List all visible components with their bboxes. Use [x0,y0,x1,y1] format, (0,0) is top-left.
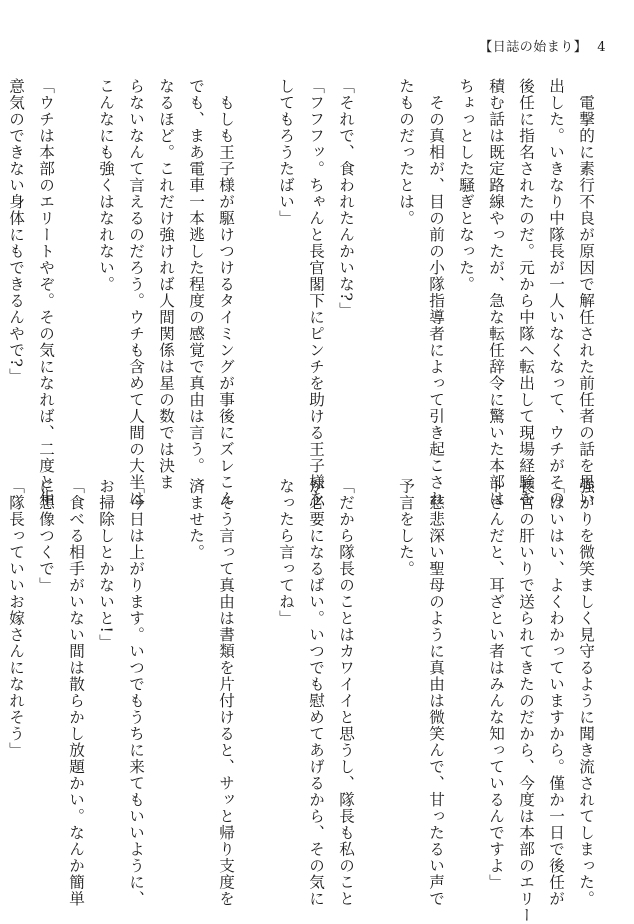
text-line: 長官の肝いりで送られてきたのだから、今度は本部のエリー [517,478,535,924]
text-line: 「フフフッ。ちゃんと長官閣下にピンチを助ける王子様を [307,78,325,507]
text-line: 後任に指名されたのだ。元から中隊へ転出して現場経験を [517,78,535,507]
text-line: もしも王子様が駆けつけるタイミングが事後にズレこん [217,78,235,507]
text-line: してもろうたばい」 [277,78,295,227]
text-line [451,478,481,830]
text-line: 強がりを微笑ましく見守るように聞き流されてしまった。 [577,478,595,907]
text-line [0,478,1,830]
text-line: 「食べる相手がいない間は散らかし放題かい。なんか簡単 [67,478,85,907]
text-line: お掃除しとかないと!」 [97,478,115,651]
text-line: 積む話は既定路線やったが、急な転任辞令に驚いた本部は [487,78,505,507]
text-line: 「今日は上がります。いつでもうちに来てもいいように、 [127,478,145,907]
text-line: 「だから隊長のことはカワイイと思うし、隊長も私のこと [337,478,355,907]
text-line: 慈悲深い聖母のように真由は微笑んで、甘ったるい声で [427,478,445,907]
text-line [241,78,271,450]
text-line: でも、まあ電車一本逃した程度の感覚で真由は言う。 [187,78,205,474]
text-line: 済ませた。 [187,478,205,561]
text-line: 電撃的に素行不良が原因で解任された前任者の話を思い [577,78,595,507]
text-line: 「隊長っていいお嫁さんになれそう」 [7,478,25,759]
text-line: 「はいはい、よくわかっていますから。僅か一日で後任が [547,478,565,907]
text-line [151,478,181,830]
text-line [361,78,391,450]
text-line: 「ウチは本部のエリートやぞ。その気になれば、二度と生 [37,78,55,507]
text-line: たものだったとは。 [397,78,415,227]
text-line [361,478,391,830]
text-line: 予言をした。 [397,478,415,577]
text-line: トさんだと、耳ざとい者はみんな知っているんですよ」 [487,478,505,891]
page-number: 4 [597,40,606,55]
text-line: が必要になるばい。いつでも慰めてあげるから、その気に [307,478,325,907]
text-line [241,478,271,830]
text-line: なるほど。これだけ強ければ人間関係は星の数では決ま [157,78,175,491]
text-line: 「それで、食われたんかいな?」 [337,78,355,319]
lower-text-block [7,478,601,924]
text-line: 意気のできない身体にもできるんやで?」 [7,78,25,385]
text-line: らないなんて言えるのだろう。ウチも含めて人間の大半は [127,78,145,507]
text-line: その真相が、目の前の小隊指導者によって引き起こされ [427,78,445,507]
chapter-title: 【日誌の始まり】 [479,40,588,55]
text-line [61,78,91,450]
text-line: に想像つくで」 [37,478,55,594]
text-line: そう言って真由は書類を片付けると、サッと帰り支度を [217,478,235,907]
upper-text-block [7,78,601,507]
text-line: ちょっとした騒ぎとなった。 [457,78,475,293]
text-line: 出した。いきなり中隊長が一人いなくなって、ウチがその [547,78,565,507]
page-header [479,36,606,55]
text-line: なったら言ってね」 [277,478,295,627]
text-line: こんなにも強くはなれない。 [97,78,115,293]
